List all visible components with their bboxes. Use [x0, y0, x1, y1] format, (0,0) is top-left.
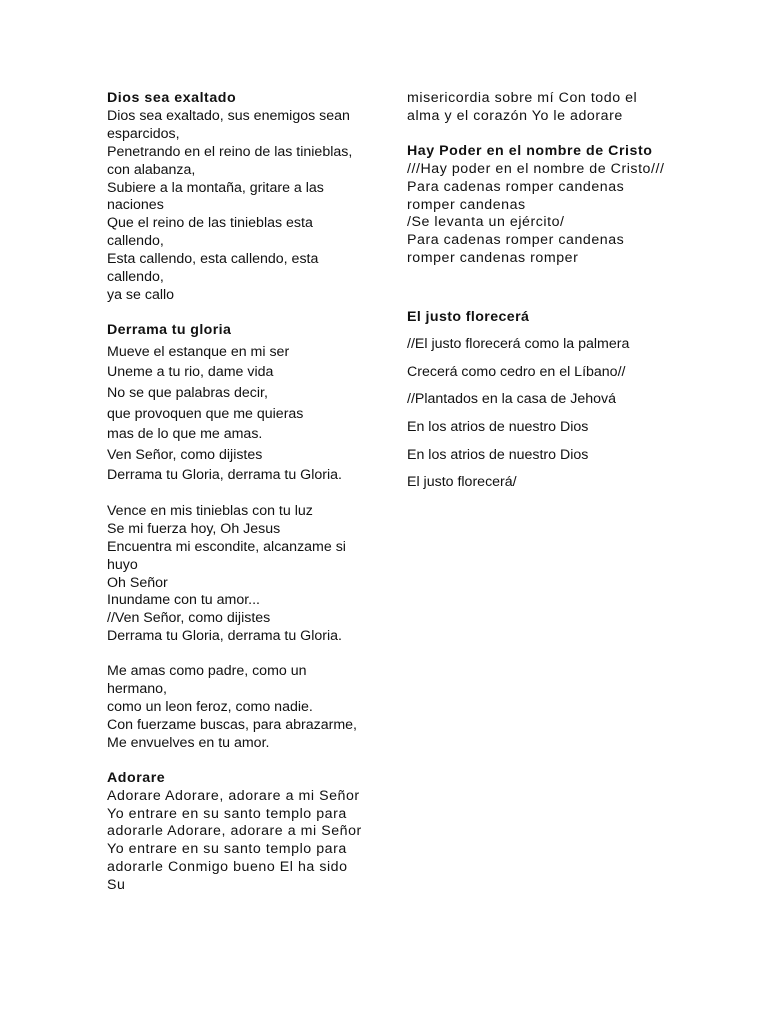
lyric-line: Se mi fuerza hoy, Oh Jesus — [107, 520, 281, 537]
left-column — [107, 90, 369, 895]
song-derrama-tu-gloria — [107, 322, 369, 753]
song-adorare-continued — [407, 90, 669, 126]
lyric-line: //Ven Señor, como dijistes — [107, 610, 271, 627]
verse — [107, 503, 369, 646]
song-el-justo-florecera — [407, 305, 669, 497]
lyric-line: Oh Señor — [107, 574, 168, 591]
song-title: Dios sea exaltado — [107, 90, 237, 106]
song-title: Adorare — [107, 769, 166, 786]
lyric-line: /Se levanta un ejército/ — [407, 214, 565, 231]
song-adorare — [107, 770, 369, 895]
lyric-line: Para cadenas romper candenas romper candenas romper — [407, 232, 629, 267]
lyric-line: Que el reino de las tinieblas esta callendo, — [107, 215, 317, 250]
lyric-line: Mueve el estanque en mi ser — [107, 343, 290, 360]
lyric-line: Uneme a tu rio, dame vida — [107, 364, 274, 381]
lyric-line: ya se callo — [107, 286, 175, 303]
song-hay-poder — [407, 143, 669, 268]
lyric-line: como un leon feroz, como nadie. — [107, 699, 313, 715]
lyric-line: que provoquen que me quieras — [107, 405, 304, 422]
lyric-line: Inundame con tu amor... — [107, 592, 260, 609]
lyric-line: //El justo florecerá como la palmera — [407, 336, 630, 353]
right-column — [407, 90, 669, 497]
verse — [107, 663, 369, 753]
lyric-line: Derrama tu Gloria, derrama tu Gloria. — [107, 628, 342, 645]
lyric-line: Vence en mis tinieblas con tu luz — [107, 502, 313, 519]
lyric-line: En los atrios de nuestro Dios — [407, 446, 589, 463]
song-dios-sea-exaltado — [107, 90, 369, 305]
lyric-line: No se que palabras decir, — [107, 384, 268, 401]
lyric-paragraph: Adorare Adorare, adorare a mi Señor Yo entrare en su santo templo para adorarle Adorare, adorare a mi Señor Yo entrare en su santo templo para adorarle Conmigo bueno El ha sido Su — [107, 787, 367, 894]
song-title: Hay Poder en el nombre de Cristo — [407, 142, 653, 159]
lyric-line: Me amas como padre, como un hermano, — [107, 663, 311, 698]
lyric-line: Ven Señor, como dijistes — [107, 446, 263, 463]
lyric-line: Encuentra mi escondite, alcanzame si huyo — [107, 538, 350, 573]
lyric-line: Dios sea exaltado, sus enemigos sean esparcidos, — [107, 107, 354, 142]
lyric-line: Crecerá como cedro en el Líbano// — [407, 363, 626, 380]
lyric-line: En los atrios de nuestro Dios — [407, 418, 589, 435]
lyric-paragraph: misericordia sobre mí Con todo el alma y el corazón Yo le adorare — [407, 90, 642, 124]
song-title: Derrama tu gloria — [107, 321, 232, 338]
lyric-line: ///Hay poder en el nombre de Cristo/// — [407, 160, 665, 177]
lyric-line: Para cadenas romper candenas romper candenas — [407, 178, 629, 213]
lyric-line: //Plantados en la casa de Jehová — [407, 391, 617, 408]
lyric-line: Me envuelves en tu amor. — [107, 734, 270, 751]
lyric-line: Esta callendo, esta callendo, esta callendo, — [107, 251, 323, 286]
song-title: El justo florecerá — [407, 309, 530, 326]
lyric-line: Derrama tu Gloria, derrama tu Gloria. — [107, 467, 342, 484]
lyric-line: Subiere a la montaña, gritare a las naciones — [107, 179, 328, 214]
lyric-line: Penetrando en el reino de las tinieblas, con alabanza, — [107, 143, 357, 178]
verse — [107, 342, 369, 486]
lyric-line: El justo florecerá/ — [407, 474, 517, 491]
lyric-line: mas de lo que me amas. — [107, 426, 263, 443]
lyric-line: Con fuerzame buscas, para abrazarme, — [107, 716, 357, 733]
